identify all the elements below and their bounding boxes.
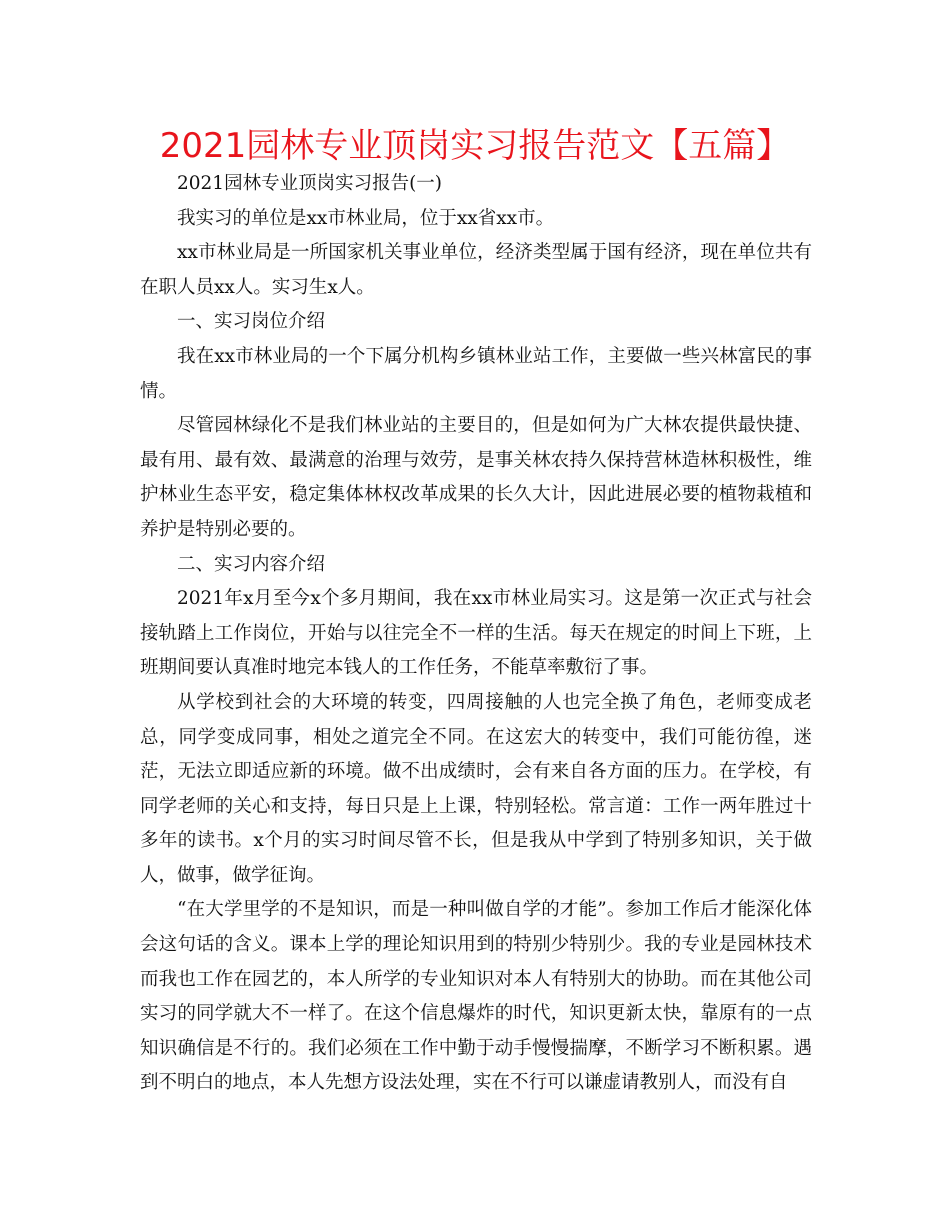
paragraph: xx市林业局是一所国家机关事业单位，经济类型属于国有经济，现在单位共有在职人员xx人。实习生x人。 [140,242,812,298]
section-heading: 二、实习内容介绍 [177,553,326,575]
document-body [140,167,812,1101]
paragraph: 2021年x月至今x个多月期间，我在xx市林业局实习。这是第一次正式与社会接轨踏上工作岗位，开始与以往完全不一样的生活。每天在规定的时间上下班，上班期间要认真准时地完本钱人的工作任务，不能草率敷衍了事。 [140,588,812,679]
paragraph-subtitle: 2021园林专业顶岗实习报告(一) [177,173,443,194]
section-heading: 一、实习岗位介绍 [177,311,326,333]
paragraph: “在大学里学的不是知识，而是一种叫做自学的才能”。参加工作后才能深化体会这句话的含义。课本上学的理论知识用到的特别少特别少。我的专业是园林技术而我也工作在园艺的，本人所学的专业知识对本人有特别大的协助。而在其他公司实习的同学就大不一样了。在这个信息爆炸的时代，知识更新太快，靠原有的一点知识确信是不行的。我们必须在工作中勤于动手慢慢揣摩，不断学习不断积累。遇到不明白的地点，本人先想方设法处理，实在不行可以谦虚请教别人，而没有自 [140,899,812,1094]
paragraph: 尽管园林绿化不是我们林业站的主要目的，但是如何为广大林农提供最快捷、最有用、最有效、最满意的治理与效劳，是事关林农持久保持营林造林积极性，维护林业生态平安，稳定集体林权改革成果的长久大计，因此进展必要的植物栽植和养护是特别必要的。 [140,415,812,540]
paragraph: 我在xx市林业局的一个下属分机构乡镇林业站工作，主要做一些兴林富民的事情。 [140,345,812,402]
document-title: 2021园林专业顶岗实习报告范文【五篇】 [159,126,791,166]
paragraph: 我实习的单位是xx市林业局，位于xx省xx市。 [177,207,555,229]
paragraph: 从学校到社会的大环境的转变，四周接触的人也完全换了角色，老师变成老总，同学变成同事，相处之道完全不同。在这宏大的转变中，我们可能彷徨，迷茫，无法立即适应新的环境。做不出成绩时，会有来自各方面的压力。在学校，有同学老师的关心和支持，每日只是上上课，特别轻松。常言道：工作一两年胜过十多年的读书。x个月的实习时间尽管不长，但是我从中学到了特别多知识，关于做人，做事，做学征询。 [140,691,812,886]
